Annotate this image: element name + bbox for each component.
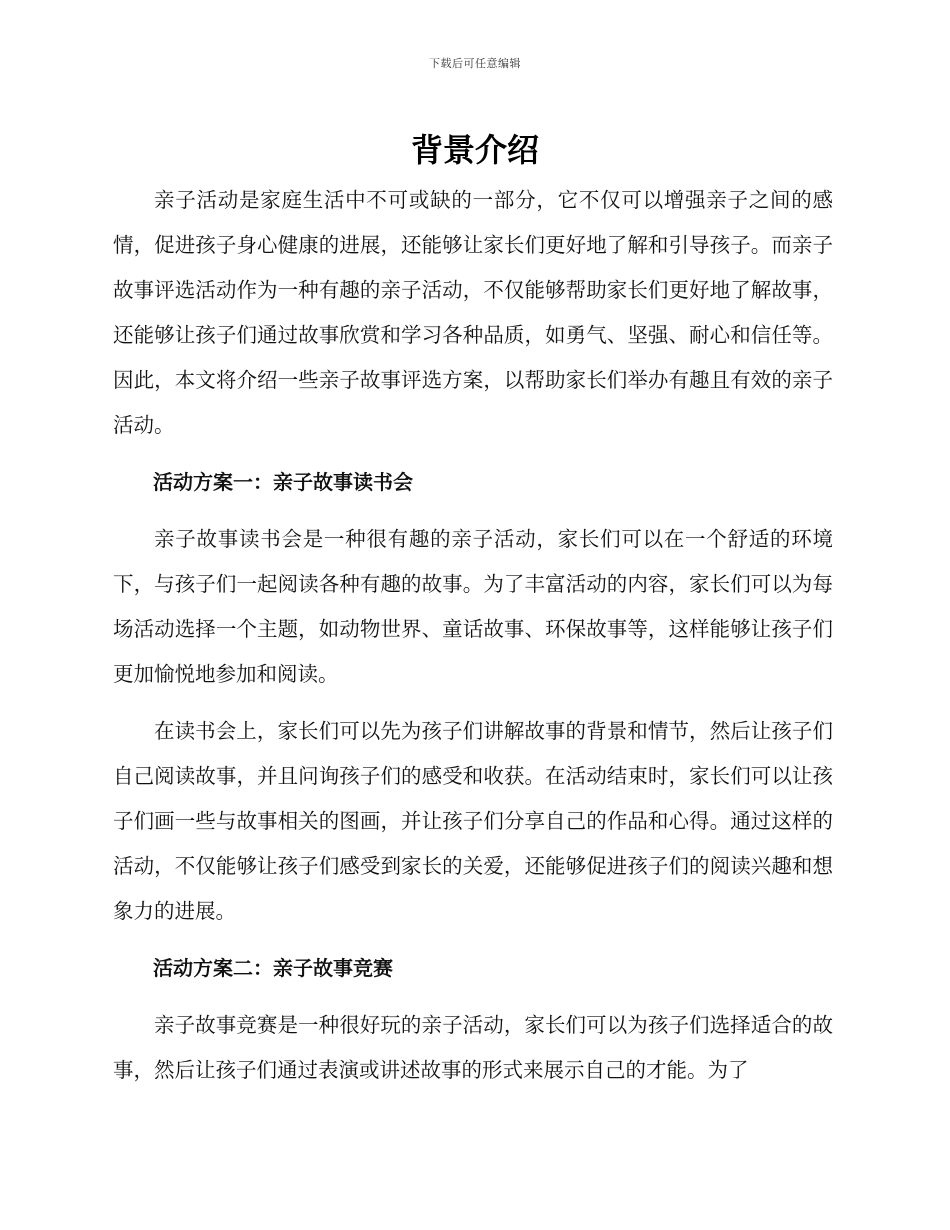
- plan-one-heading: 活动方案一：亲子故事读书会: [153, 470, 413, 494]
- intro-paragraph: 亲子活动是家庭生活中不可或缺的一部分，它不仅可以增强亲子之间的感情，促进孩子身心健康的进展，还能够让家长们更好地了解和引导孩子。而亲子故事评选活动作为一种有趣的亲子活动，不仅能够帮助家长们更好地了解故事，还能够让孩子们通过故事欣赏和学习各种品质，如勇气、坚强、耐心和信任等。因此，本文将介绍一些亲子故事评选方案，以帮助家长们举办有趣且有效的亲子活动。: [113, 188, 833, 437]
- document-body: [113, 178, 833, 1105]
- page-title: 背景介绍: [410, 131, 539, 169]
- plan-one-paragraph-2: 在读书会上，家长们可以先为孩子们讲解故事的背景和情节，然后让孩子们自己阅读故事，并且问询孩子们的感受和收获。在活动结束时，家长们可以让孩子们画一些与故事相关的图画，并让孩子们分享自己的作品和心得。通过这样的活动，不仅能够让孩子们感受到家长的关爱，还能够促进孩子们的阅读兴趣和想象力的进展。: [113, 719, 833, 923]
- header-note: 下载后可任意编辑: [429, 57, 521, 70]
- plan-one-paragraph-1: 亲子故事读书会是一种很有趣的亲子活动，家长们可以在一个舒适的环境下，与孩子们一起阅读各种有趣的故事。为了丰富活动的内容，家长们可以为每场活动选择一个主题，如动物世界、童话故事、环保故事等，这样能够让孩子们更加愉悦地参加和阅读。: [113, 527, 833, 686]
- plan-two-paragraph-1: 亲子故事竞赛是一种很好玩的亲子活动，家长们可以为孩子们选择适合的故事，然后让孩子们通过表演或讲述故事的形式来展示自己的才能。为了: [113, 1013, 833, 1082]
- plan-two-heading: 活动方案二：亲子故事竞赛: [153, 956, 393, 980]
